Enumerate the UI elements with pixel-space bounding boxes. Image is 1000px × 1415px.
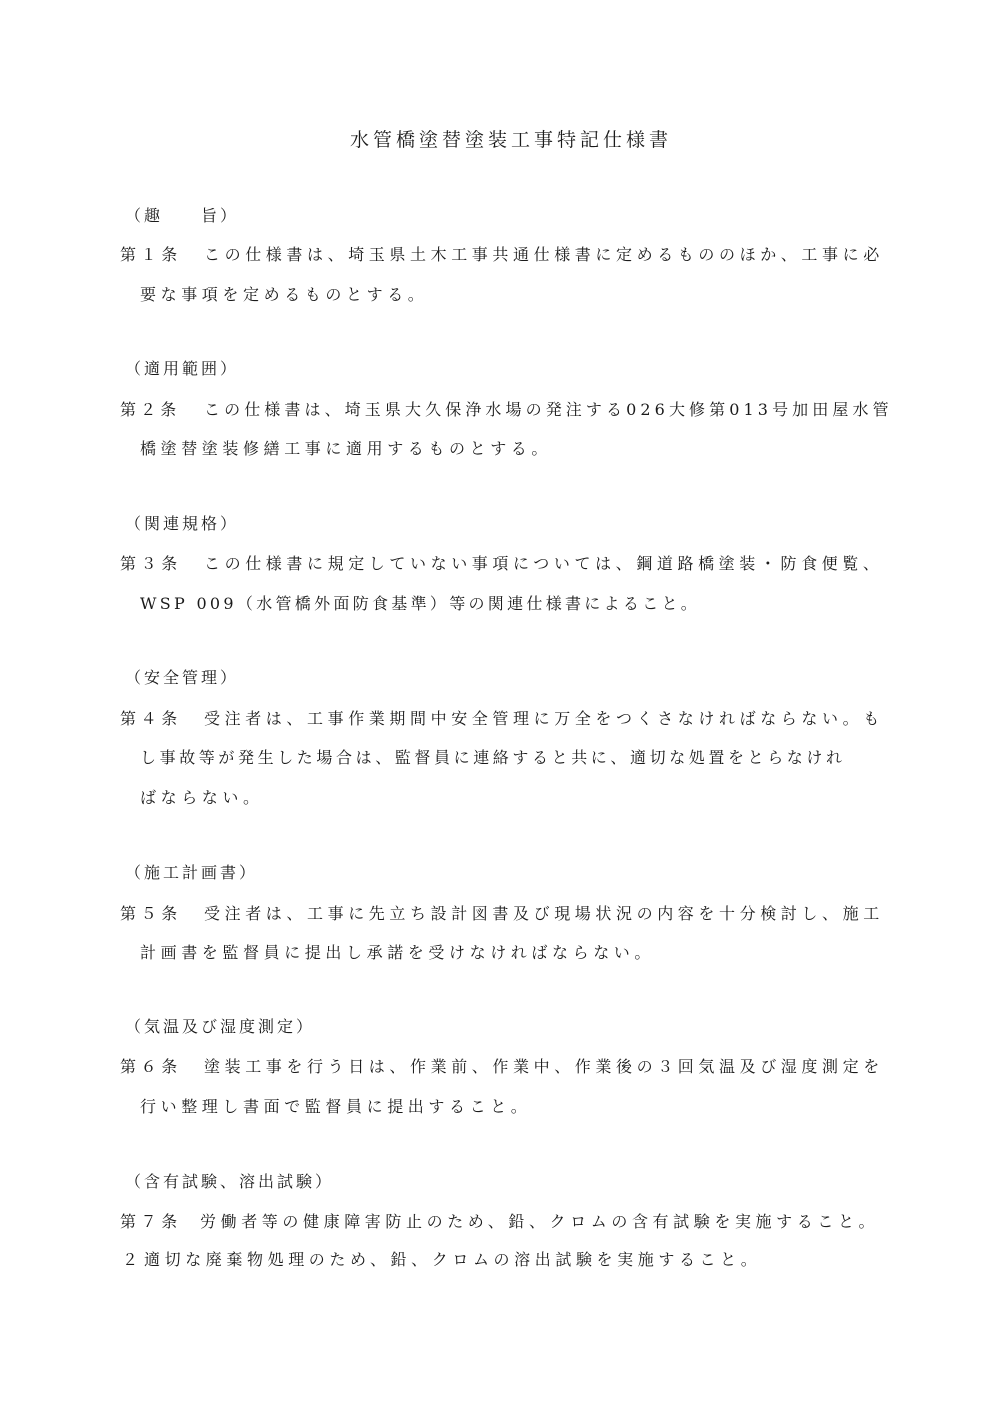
article-3-line-1 xyxy=(120,553,883,575)
section-heading-purpose: （趣 旨） xyxy=(125,206,240,225)
article-2-number: 第２条 xyxy=(120,400,181,419)
section-heading-content-elution-tests: （含有試験、溶出試験） xyxy=(125,1172,335,1191)
article-3-line-2: WSP 009（水管橋外面防食基準）等の関連仕様書によること。 xyxy=(140,594,701,613)
section-heading-safety: （安全管理） xyxy=(125,668,240,687)
article-7-item-2 xyxy=(120,1249,761,1271)
article-6-line-2: 行い整理し書面で監督員に提出すること。 xyxy=(140,1097,532,1116)
article-2-text-1: この仕様書は、埼玉県大久保浄水場の発注する026大修第013号加田屋水管 xyxy=(204,400,893,419)
article-3-number: 第３条 xyxy=(120,554,182,573)
article-5-line-1 xyxy=(120,903,884,925)
article-7-item-2-text: 適切な廃棄物処理のため、鉛、クロムの溶出試験を実施すること。 xyxy=(144,1250,762,1269)
article-7-text-1: 労働者等の健康障害防止のため、鉛、クロムの含有試験を実施すること。 xyxy=(200,1212,880,1231)
article-5-line-2: 計画書を監督員に提出し承諾を受けなければならない。 xyxy=(140,943,656,962)
article-6-line-1 xyxy=(120,1056,884,1078)
article-4-number: 第４条 xyxy=(120,709,182,728)
article-7-item-2-number: ２ xyxy=(122,1250,143,1269)
article-4-line-1 xyxy=(120,708,884,730)
article-1-line-1 xyxy=(120,244,884,266)
section-heading-temperature-humidity: （気温及び湿度測定） xyxy=(125,1017,316,1036)
article-7-line-1 xyxy=(120,1211,879,1233)
article-5-number: 第５条 xyxy=(120,904,182,923)
article-5-text-1: 受注者は、工事に先立ち設計図書及び現場状況の内容を十分検討し、施工 xyxy=(204,904,884,923)
article-4-line-3: ばならない。 xyxy=(140,788,264,807)
article-1-number: 第１条 xyxy=(120,245,182,264)
article-2-line-2: 橋塗替塗装修繕工事に適用するものとする。 xyxy=(140,439,553,458)
article-6-text-1: 塗装工事を行う日は、作業前、作業中、作業後の３回気温及び湿度測定を xyxy=(204,1057,884,1076)
section-heading-related-standards: （関連規格） xyxy=(125,514,240,533)
article-1-line-2: 要な事項を定めるものとする。 xyxy=(140,285,429,304)
article-3-text-1: この仕様書に規定していない事項については、鋼道路橋塗装・防食便覧、 xyxy=(204,554,884,573)
article-4-text-1: 受注者は、工事作業期間中安全管理に万全をつくさなければならない。も xyxy=(204,709,884,728)
article-2-line-1 xyxy=(120,399,893,421)
article-1-text-1: この仕様書は、埼玉県土木工事共通仕様書に定めるもののほか、工事に必 xyxy=(204,245,884,264)
article-7-number: 第７条 xyxy=(120,1212,182,1231)
section-heading-scope: （適用範囲） xyxy=(125,359,240,378)
document-title: 水管橋塗替塗装工事特記仕様書 xyxy=(349,129,672,151)
article-6-number: 第６条 xyxy=(120,1057,182,1076)
section-heading-construction-plan: （施工計画書） xyxy=(125,863,259,882)
article-4-line-2: し事故等が発生した場合は、監督員に連絡すると共に、適切な処置をとらなけれ xyxy=(140,748,846,767)
